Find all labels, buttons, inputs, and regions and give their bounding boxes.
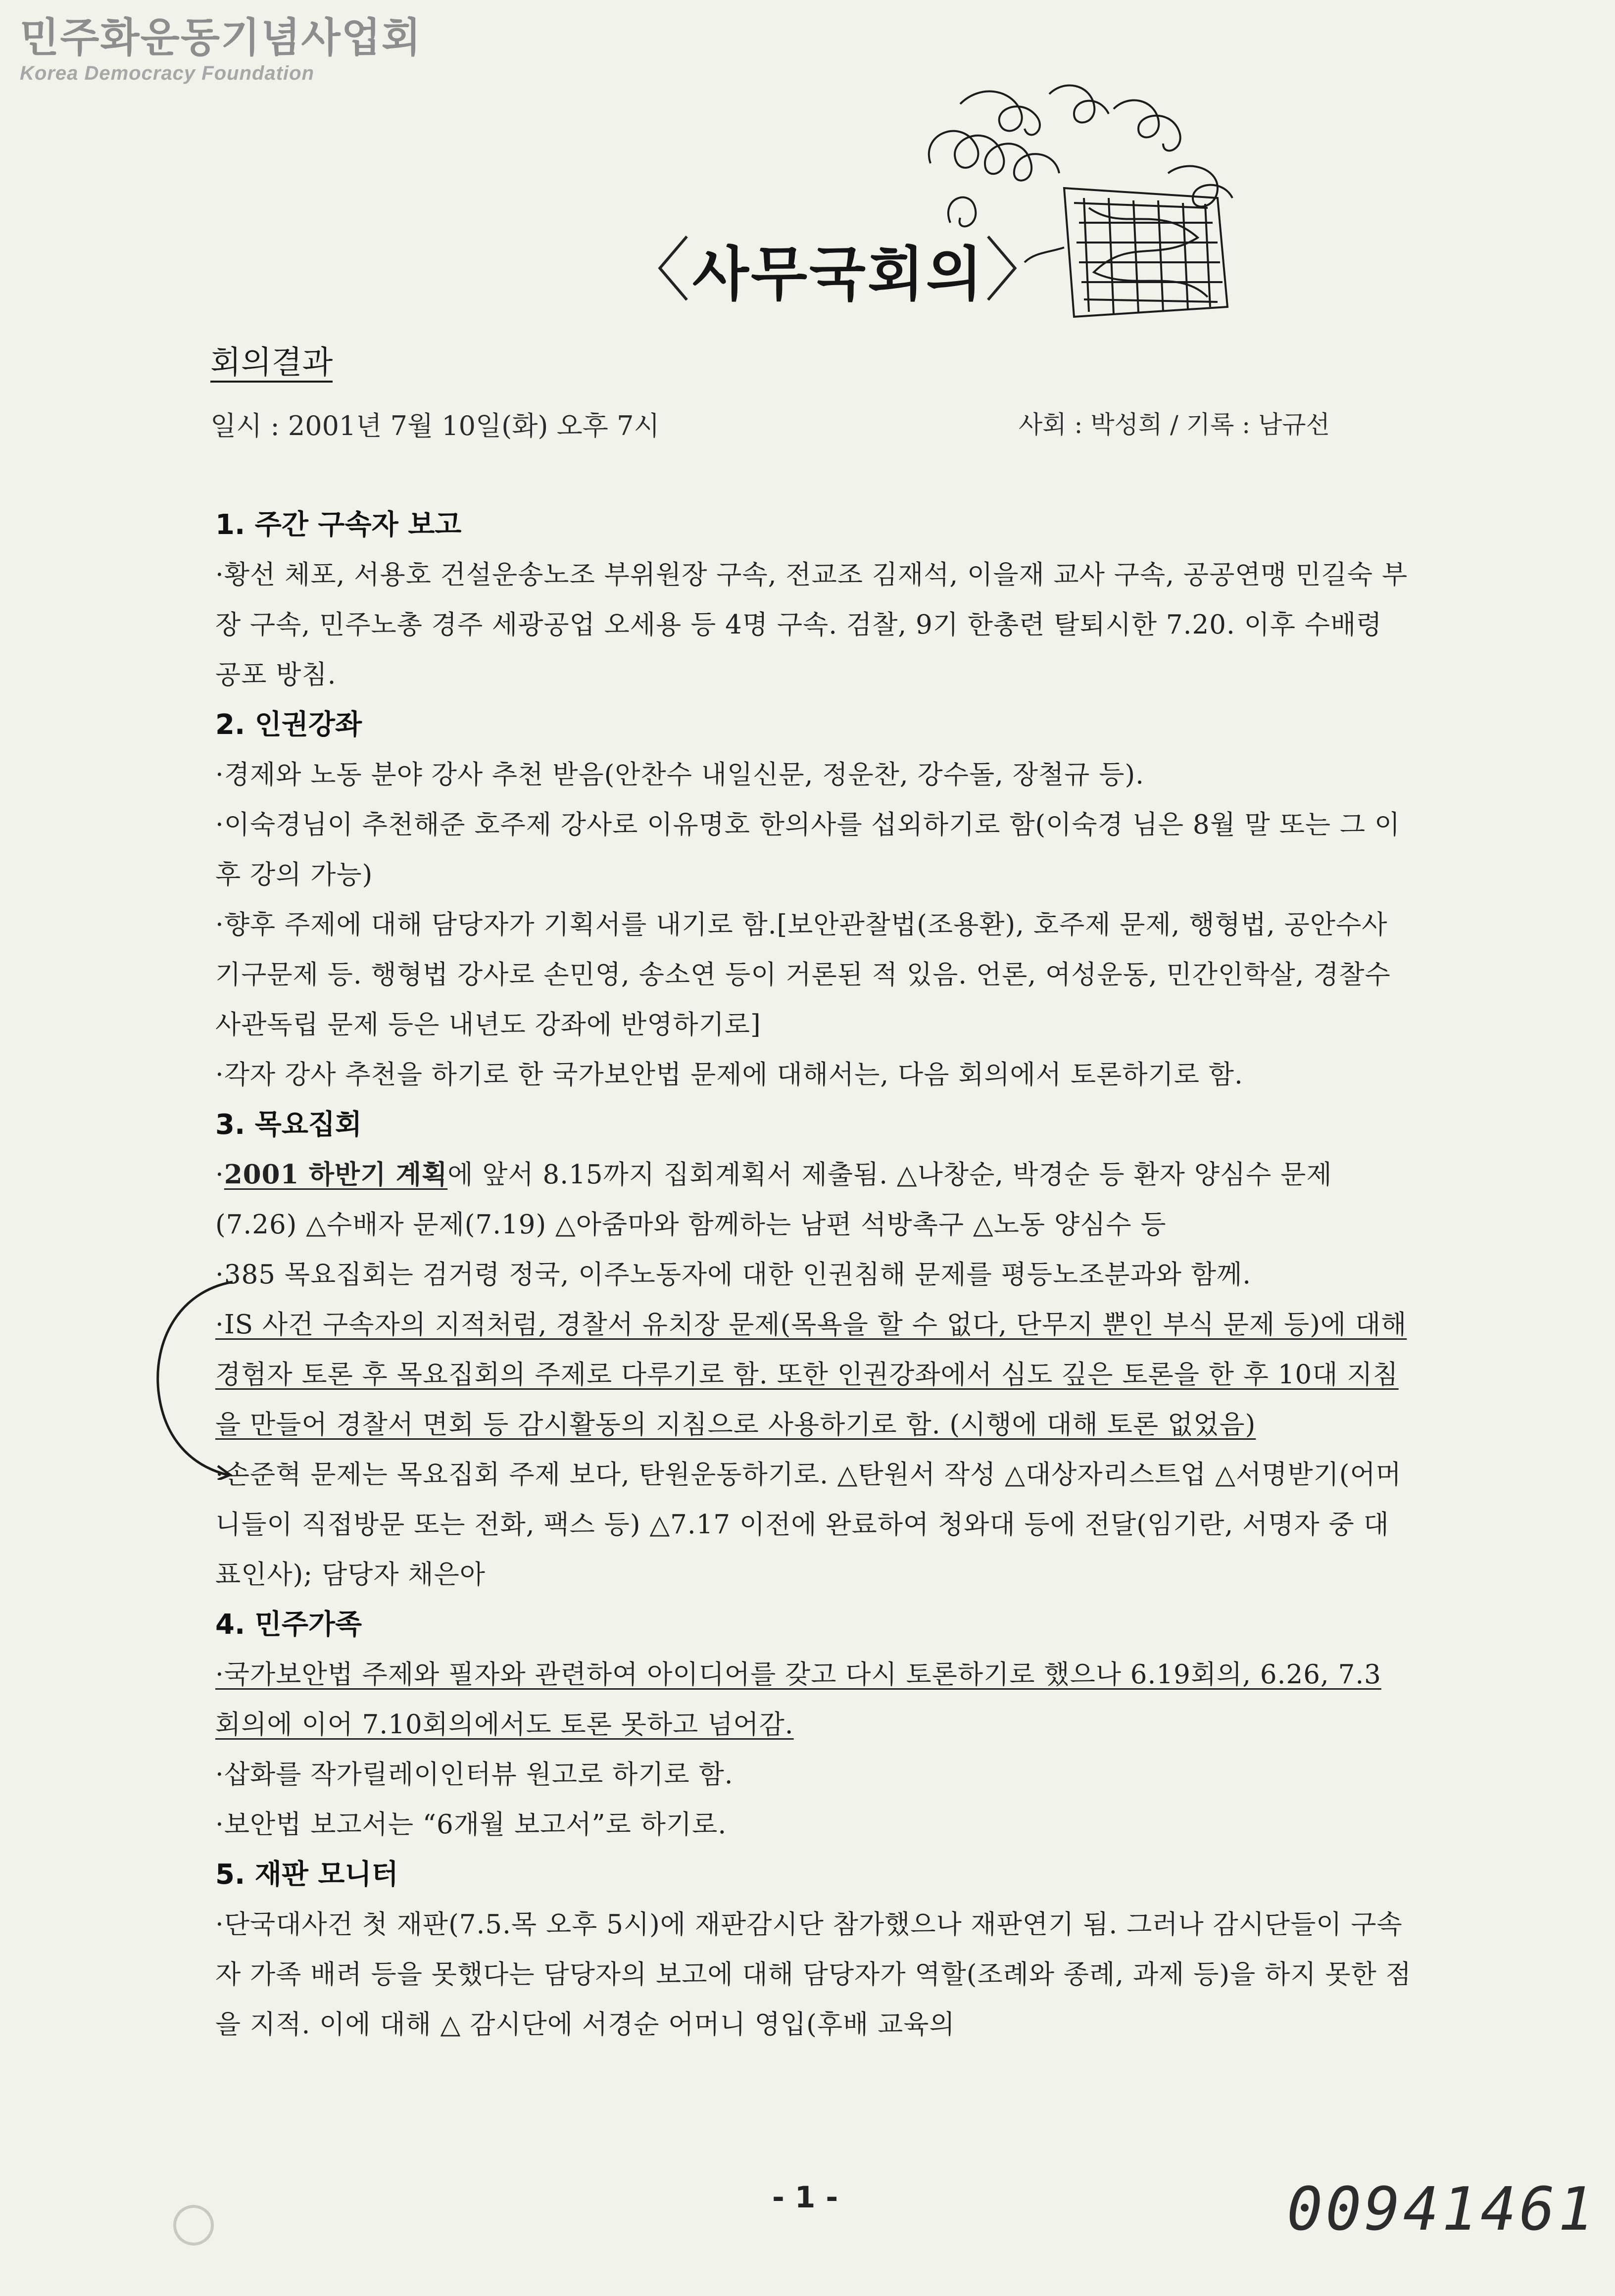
section-2-paragraph-4: ·각자 강사 추천을 하기로 한 국가보안법 문제에 대해서는, 다음 회의에서 토론하기로 함. [215,1060,1243,1090]
section-3-paragraph-3-underlined: ·IS 사건 구속자의 지적처럼, 경찰서 유치장 문제(목욕을 할 수 없다, 단무지 뿐인 부식 문제 등)에 대해 경험자 토론 후 목요집회의 주제로 다루기로 함. 또한 인권강좌에서 심도 깊은 토론을 한 후 10대 지침을 만들어 경찰서 면회 등 감시활동의 지침으로 사용하기로 함. (시행에 대해 토론 없었음) [215,1310,1407,1440]
section-4-heading: 4. 민주가족 [215,1609,362,1641]
title-bracket-left: 〈 [621,231,693,311]
meeting-chair-recorder: 사회 : 박성희 / 기록 : 남규선 [1019,410,1330,439]
section-3-p1-rest: 에 앞서 8.15까지 집회계획서 제출됨. △나창순, 박경순 등 환자 양심수 문제(7.26) △수배자 문제(7.19) △아줌마와 함께하는 남편 석방촉구 △노동 양심수 등 [215,1160,1332,1240]
section-1-paragraph-1: ·황선 체포, 서용호 건설운송노조 부위원장 구속, 전교조 김재석, 이을재 교사 구속, 공공연맹 민길숙 부장 구속, 민주노총 경주 세광공업 오세용 등 4명 구속. 검찰, 9기 한총련 탈퇴시한 7.20. 이후 수배령 공포 방침. [215,560,1408,690]
section-3-heading: 3. 목요집회 [215,1109,362,1141]
title-text: 사무국회의 [692,240,984,308]
section-1-heading: 1. 주간 구속자 보고 [215,509,462,541]
scribble-doodle-illustration [901,74,1257,351]
section-3-paragraph-4: ·손준혁 문제는 목요집회 주제 보다, 탄원운동하기로. △탄원서 작성 △대상자리스트업 △서명받기(어머니들이 직접방문 또는 전화, 팩스 등) △7.17 이전에 완료하여 청와대 등에 전달(임기란, 서명자 중 대표인사); 담당자 채은아 [215,1460,1402,1590]
logo-english-text: Korea Democracy Foundation [20,62,315,84]
logo-korean-text: 민주화운동기념사업회 [20,14,422,61]
section-5-heading: 5. 재판 모니터 [215,1858,398,1891]
faint-stamp-mark [173,2205,214,2246]
section-5-paragraph-1: ·단국대사건 첫 재판(7.5.목 오후 5시)에 재판감시단 참가했으나 재판연기 됨. 그러나 감시단들이 구속자 가족 배려 등을 못했다는 담당자의 보고에 대해 담당자가 역할(조례와 종례, 과제 등)을 하지 못한 점을 지적. 이에 대해 △ 감시단에 서경순 어머니 영입(후배 교육의 [215,1909,1412,2040]
section-4-paragraph-3: ·보안법 보고서는 “6개월 보고서”로 하기로. [215,1809,727,1840]
section-4-paragraph-1-underlined: ·국가보안법 주제와 필자와 관련하여 아이디어를 갖고 다시 토론하기로 했으나 6.19회의, 6.26, 7.3 회의에 이어 7.10회의에서도 토론 못하고 넘어감. [215,1660,1381,1740]
section-3-paragraph-2: ·385 목요집회는 검거령 정국, 이주노동자에 대한 인권침해 문제를 평등노조분과와 함께. [215,1260,1252,1290]
foundation-logo-watermark [20,14,422,85]
section-2-heading: 2. 인권강좌 [215,709,362,741]
handwritten-document-id: 00941461 [1287,2175,1597,2244]
title-bracket-right: 〉 [984,231,1056,311]
section-3-p1-underlined-plan: 2001 하반기 계획 [224,1159,448,1190]
section-2-paragraph-1: ·경제와 노동 분야 강사 추천 받음(안찬수 내일신문, 정운찬, 강수돌, 장철규 등). [215,760,1145,790]
meeting-results-heading: 회의결과 [210,346,333,383]
page-number: - 1 - [772,2180,838,2215]
section-3-paragraph-1 [215,1150,1413,1250]
section-2-paragraph-3: ·향후 주제에 대해 담당자가 기획서를 내기로 함.[보안관찰법(조용환), 호주제 문제, 행형법, 공안수사기구문제 등. 행형법 강사로 손민영, 송소연 등이 거론된 적 있음. 언론, 여성운동, 민간인학살, 경찰수사관독립 문제 등은 내년도 강좌에 반영하기로] [215,910,1391,1040]
section-4-paragraph-2: ·삽화를 작가릴레이인터뷰 원고로 하기로 함. [215,1759,734,1790]
section-2-paragraph-2: ·이숙경님이 추천해준 호주제 강사로 이유명호 한의사를 섭외하기로 함(이숙경 님은 8월 말 또는 그 이후 강의 가능) [215,810,1401,890]
section-3-p1-bullet: · [215,1160,224,1190]
document-title [621,231,1056,311]
meeting-datetime: 일시 : 2001년 7월 10일(화) 오후 7시 [210,410,660,441]
meeting-minutes-body [215,500,1413,2050]
